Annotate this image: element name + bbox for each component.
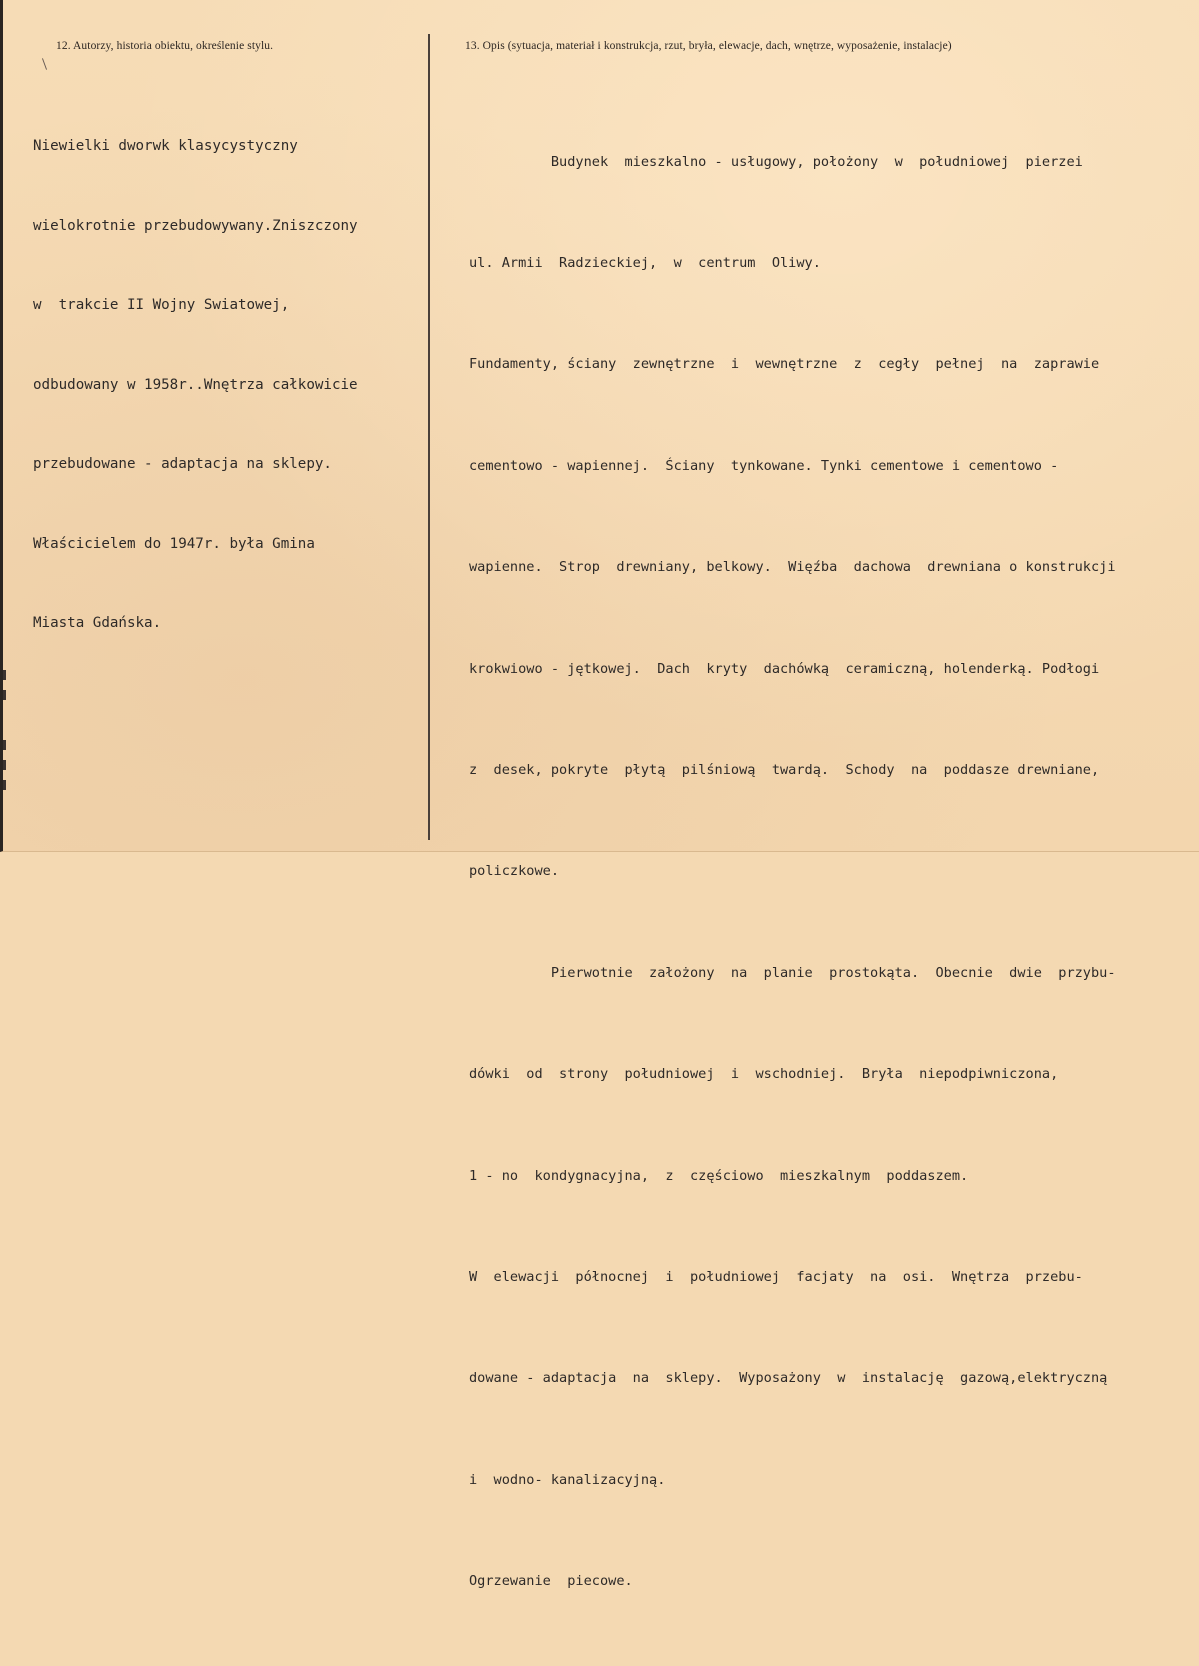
history-line: odbudowany w 1958r..Wnętrza całkowicie [33,376,358,393]
description-line: ul. Armii Radzieckiej, w centrum Oliwy. [469,254,821,271]
edge-tick-mark [3,740,6,750]
description-line: Budynek mieszkalno - usługowy, położony w południowej pierzei [469,153,1083,170]
edge-tick-mark [3,760,6,770]
column-divider [428,34,430,840]
history-line: Właścicielem do 1947r. była Gmina [33,535,315,552]
description-line: Pierwotnie założony na planie prostokąta. Obecnie dwie przybu- [469,964,1116,981]
description-line: 1 - no kondygnacyjna, z częściowo mieszkalnym poddaszem. [469,1167,969,1184]
history-line: w trakcie II Wojny Swiatowej, [33,297,290,313]
description-line: dówki od strony południowej i wschodniej. Bryła niepodpiwniczona, [469,1066,1059,1083]
edge-tick-mark [3,670,6,680]
description-line: Ogrzewanie piecowe. [469,1573,633,1590]
section-12-heading: 12. Autorzy, historia obiektu, określenie stylu. [56,40,274,52]
description-line: z desek, pokryte płytą pilśniową twardą. Schody na poddasze drewniane, [469,761,1100,778]
section-13-heading: 13. Opis (sytuacja, materiał i konstrukcja, rzut, bryła, elewacje, dach, wnętrze, wyposażenie, instalacje) [465,40,952,52]
history-line: Miasta Gdańska. [33,615,162,631]
description-line: policzkowe. [469,863,560,880]
description-text-block [469,78,1189,1666]
description-line: Fundamenty, ściany zewnętrzne i wewnętrzne z cegły pełnej na zaprawie [469,356,1100,373]
description-line: cementowo - wapiennej. Ściany tynkowane. Tynki cementowe i cementowo - [469,457,1059,474]
history-text-block [33,80,423,690]
edge-tick-mark [3,780,6,790]
description-line: dowane - adaptacja na sklepy. Wyposażony w instalację gazową,elektryczną [469,1370,1108,1387]
description-line: wapienne. Strop drewniany, belkowy. Więźba dachowa drewniana o konstrukcji [469,559,1116,576]
history-line: przebudowane - adaptacja na sklepy. [33,456,332,472]
edge-tick-mark [3,690,6,700]
history-line: wielokrotnie przebudowywany.Zniszczony [33,217,358,234]
description-line: W elewacji północnej i południowej facjaty na osi. Wnętrza przebu- [469,1268,1083,1285]
history-line: Niewielki dworwk klasycystyczny [33,138,298,154]
pencil-mark [42,58,47,70]
description-line: krokwiowo - jętkowej. Dach kryty dachówką ceramiczną, holenderką. Podłogi [469,660,1100,677]
description-line: i wodno- kanalizacyjną. [469,1471,666,1488]
